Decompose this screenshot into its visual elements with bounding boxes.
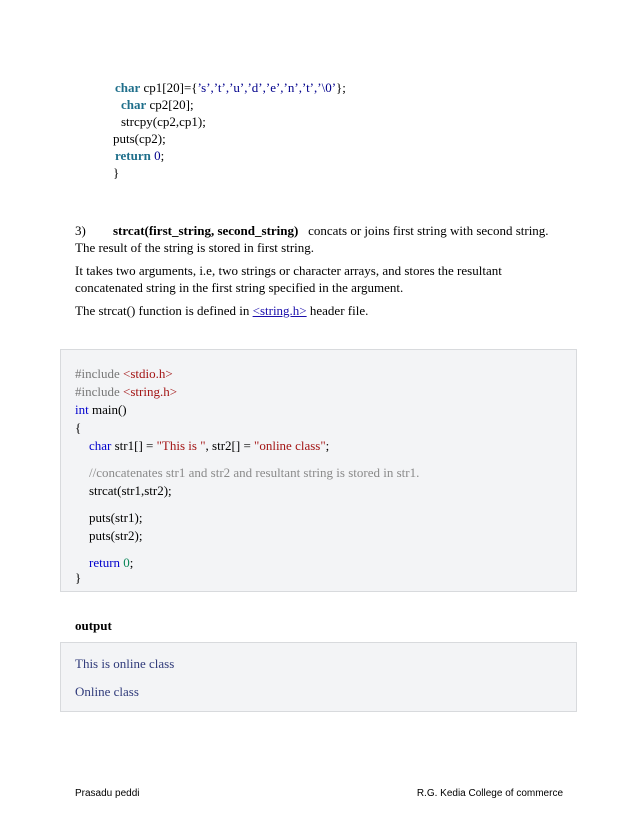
code-text: ;: [325, 438, 330, 453]
code-line: [115, 147, 164, 164]
code-line: [121, 96, 194, 113]
code-number: 0: [123, 555, 130, 570]
code-block-strcat: [60, 349, 577, 592]
section-number: 3): [75, 223, 86, 238]
paragraph-arguments: [75, 262, 570, 296]
code-include-file: <string.h>: [123, 384, 178, 399]
code-line: [89, 437, 329, 455]
code-include-file: <stdio.h>: [123, 366, 173, 381]
code-text: main(): [88, 402, 127, 417]
code-line: }: [113, 165, 120, 180]
paragraph-header-file: [75, 302, 570, 319]
output-heading: output: [75, 618, 112, 633]
output-line: This is online class: [75, 656, 175, 671]
code-line: [115, 79, 346, 96]
code-keyword: char: [121, 97, 147, 112]
code-keyword: return: [115, 148, 151, 163]
code-string: "This is ": [156, 438, 206, 453]
code-text: ;: [129, 555, 134, 570]
code-comment: //concatenates str1 and str2 and resultant string is stored in str1.: [89, 465, 420, 480]
paragraph-text: The strcat() function is defined in: [75, 303, 253, 318]
string-h-link[interactable]: <string.h>: [252, 303, 307, 318]
code-string: ’s’,’t’,’u’,’d’,’e’,’n’,’t’,’\0’: [197, 80, 337, 95]
output-block: [60, 642, 577, 712]
code-preprocessor: #include: [75, 366, 120, 381]
code-text: str1[] =: [111, 438, 157, 453]
code-line: puts(cp2);: [113, 131, 166, 146]
output-line: Online class: [75, 684, 139, 699]
code-line: strcat(str1,str2);: [89, 483, 172, 498]
code-number: 0: [154, 148, 161, 163]
code-line: }: [75, 570, 82, 585]
code-keyword: char: [89, 438, 112, 453]
code-line: [75, 365, 173, 383]
code-text: , str2[] =: [205, 438, 255, 453]
code-keyword: char: [115, 80, 141, 95]
section-3-description: [75, 222, 570, 256]
code-line: [75, 401, 127, 419]
code-preprocessor: #include: [75, 384, 120, 399]
code-keyword: int: [75, 402, 89, 417]
code-text: cp1[20]={: [140, 80, 198, 95]
code-line: puts(str1);: [89, 510, 143, 525]
code-text: };: [336, 80, 346, 95]
footer-author: Prasadu peddi: [75, 788, 140, 799]
function-signature: strcat(first_string, second_string): [113, 223, 299, 238]
code-line: strcpy(cp2,cp1);: [121, 114, 206, 129]
code-line: [75, 383, 177, 401]
paragraph-text: header file.: [306, 303, 369, 318]
code-text: ;: [160, 148, 165, 163]
code-line: {: [75, 420, 82, 435]
section-desc-text: concats or joins first string with second string. The result of the string is stored in first string.: [75, 223, 549, 255]
footer-college: R.G. Kedia College of commerce: [416, 788, 563, 799]
code-line: puts(str2);: [89, 528, 143, 543]
code-string: "online class": [254, 438, 326, 453]
code-keyword: return: [89, 555, 121, 570]
paragraph-text: It takes two arguments, i.e, two strings or character arrays, and stores the resultant concatenated string in the first string specified in the argument.: [75, 263, 502, 295]
code-text: cp2[20];: [146, 97, 194, 112]
code-line: [89, 554, 133, 572]
